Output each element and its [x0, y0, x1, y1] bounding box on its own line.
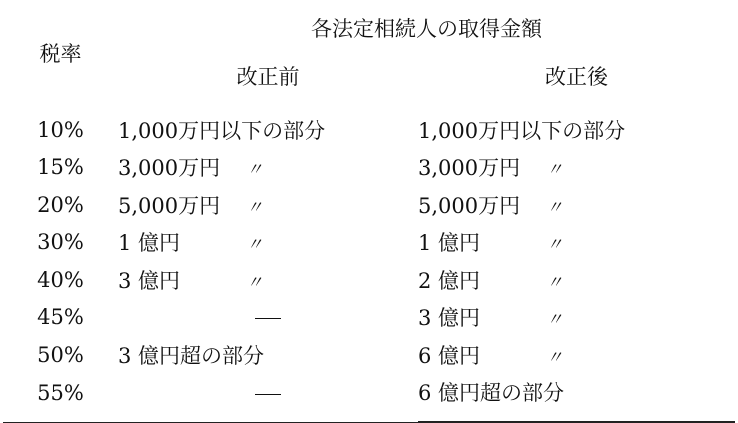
table-row [3, 224, 735, 262]
before-revision-cell [118, 101, 418, 149]
amount-text: 3 億円 [418, 306, 481, 331]
ditto-mark: 〃 [545, 272, 567, 293]
ditto-mark: 〃 [545, 347, 567, 368]
header-after-revision: 改正後 [545, 64, 608, 89]
header-rate: 税率 [39, 42, 82, 66]
ditto-mark: 〃 [245, 235, 267, 256]
ditto-mark: 〃 [545, 310, 567, 331]
rate-cell: 20% [37, 192, 84, 217]
after-revision-cell [418, 261, 735, 299]
after-revision-cell [418, 186, 735, 224]
header-before-revision: 改正前 [236, 64, 300, 89]
amount-text: 3 億円超の部分 [118, 343, 265, 368]
ditto-mark: 〃 [545, 160, 567, 181]
rate-cell: 15% [37, 155, 84, 180]
before-revision-cell [118, 186, 418, 224]
amount-text: 1 億円 [418, 231, 481, 256]
table-header [3, 5, 735, 101]
amount-text: 3,000万円 [118, 156, 221, 181]
amount-text: 5,000万円 [118, 193, 221, 218]
after-revision-cell [418, 149, 735, 187]
table-row [3, 299, 735, 337]
table-row [3, 149, 735, 187]
table-row [3, 186, 735, 224]
table-row [3, 261, 735, 299]
table-row [3, 374, 735, 423]
header-acquisition-amount: 各法定相続人の取得金額 [311, 16, 542, 41]
table-row [3, 101, 735, 149]
before-revision-cell [118, 149, 418, 187]
amount-text: 3 億円 [118, 268, 181, 293]
amount-text: 6 億円 [418, 343, 481, 368]
ditto-mark: 〃 [245, 272, 267, 293]
rate-cell: 55% [3, 374, 118, 423]
ditto-mark: 〃 [545, 235, 567, 256]
rate-cell: 50% [37, 342, 84, 367]
after-revision-cell [418, 224, 735, 262]
rate-cell: 30% [37, 230, 84, 255]
inheritance-tax-rate-table [3, 5, 735, 423]
rate-cell: 45% [37, 305, 84, 330]
amount-text: 5,000万円 [418, 193, 521, 218]
before-revision-cell [118, 336, 418, 374]
after-revision-cell [418, 299, 735, 337]
ditto-mark: 〃 [245, 160, 267, 181]
table-row [3, 336, 735, 374]
before-revision-cell [118, 261, 418, 299]
ditto-mark: 〃 [245, 197, 267, 218]
before-revision-cell [118, 374, 418, 423]
amount-text: 3,000万円 [418, 156, 521, 181]
not-applicable-dash [255, 318, 281, 319]
amount-text: 2 億円 [418, 268, 481, 293]
table-body [3, 101, 735, 422]
after-revision-cell [418, 336, 735, 374]
before-revision-cell [118, 299, 418, 337]
rate-cell: 10% [37, 117, 84, 142]
after-revision-cell [418, 374, 735, 423]
before-revision-cell [118, 224, 418, 262]
amount-text: 6 億円超の部分 [418, 381, 565, 406]
amount-text: 1,000万円以下の部分 [418, 118, 626, 143]
after-revision-cell [418, 101, 735, 149]
ditto-mark: 〃 [545, 197, 567, 218]
not-applicable-dash [255, 394, 281, 395]
amount-text: 1,000万円以下の部分 [118, 118, 326, 143]
amount-text: 1 億円 [118, 231, 181, 256]
rate-cell: 40% [37, 267, 84, 292]
